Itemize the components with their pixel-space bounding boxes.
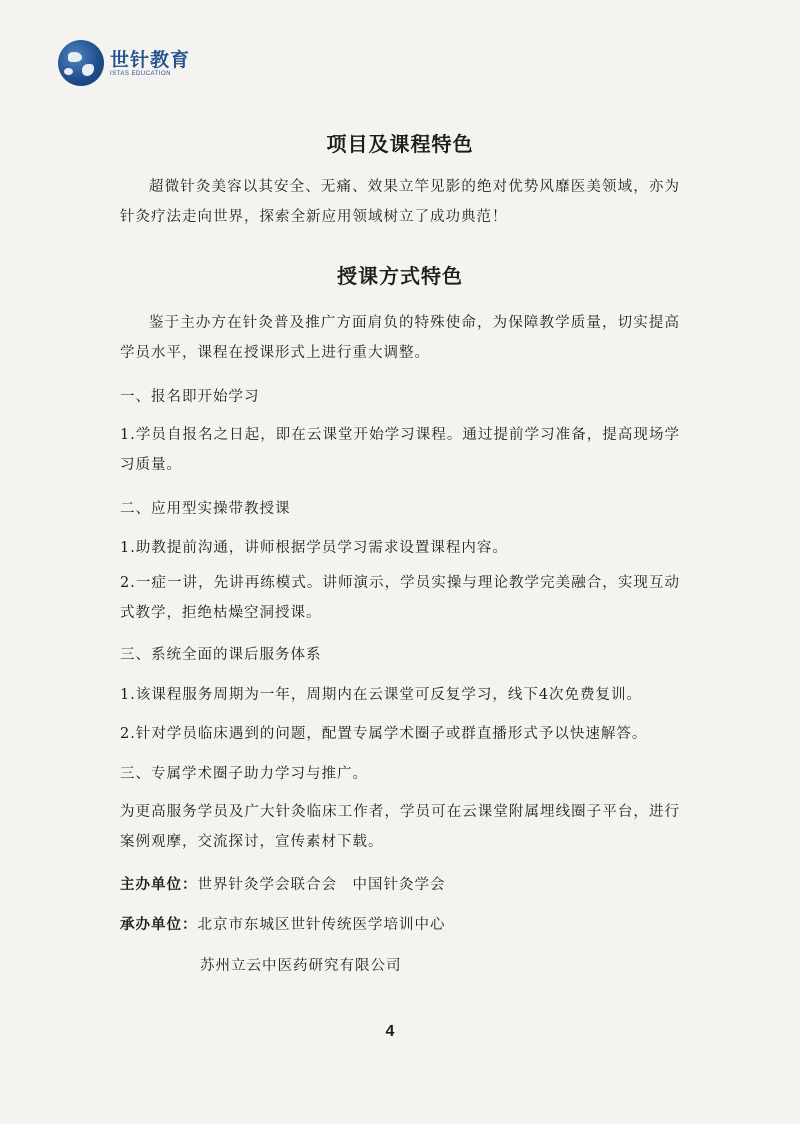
section1-title: 项目及课程特色	[326, 132, 474, 156]
logo	[58, 40, 190, 86]
logo-text	[110, 49, 190, 77]
page-number: 4	[385, 1023, 395, 1040]
item-2-1: 1.助教提前沟通，讲师根据学员学习需求设置课程内容。	[120, 540, 508, 556]
item-2-2: 2.一症一讲，先讲再练模式。讲师演示，学员实操与理论教学完美融合，实现互动式教学，拒绝枯燥空洞授课。	[120, 575, 680, 621]
section1-paragraph: 超微针灸美容以其安全、无痛、效果立竿见影的绝对优势风靡医美领域，亦为针灸疗法走向世界，探索全新应用领域树立了成功典范！	[120, 179, 680, 225]
host-value: 世界针灸学会联合会 中国针灸学会	[197, 877, 446, 893]
co-row	[120, 913, 680, 937]
heading-4: 三、专属学术圈子助力学习与推广。	[120, 766, 368, 782]
co-value-1: 北京市东城区世针传统医学培训中心	[197, 917, 446, 933]
item-1-1: 1.学员自报名之日起，即在云课堂开始学习课程。通过提前学习准备，提高现场学习质量。	[120, 427, 680, 473]
co-label: 承办单位：	[120, 916, 198, 933]
co-value-2: 苏州立云中医药研究有限公司	[200, 958, 402, 974]
logo-cn: 世针教育	[110, 49, 191, 71]
item-4-1: 为更高服务学员及广大针灸临床工作者，学员可在云课堂附属埋线圈子平台，进行案例观摩，交流探讨，宣传素材下载。	[120, 804, 680, 850]
globe-icon	[58, 40, 104, 86]
item-3-2: 2.针对学员临床遇到的问题，配置专属学术圈子或群直播形式予以快速解答。	[120, 726, 648, 742]
heading-1: 一、报名即开始学习	[120, 389, 260, 405]
host-row	[120, 873, 680, 897]
host-label: 主办单位：	[120, 876, 198, 893]
section2-intro: 鉴于主办方在针灸普及推广方面肩负的特殊使命，为保障教学质量，切实提高学员水平，课程在授课形式上进行重大调整。	[120, 315, 680, 361]
heading-2: 二、应用型实操带教授课	[120, 501, 291, 517]
section2-title: 授课方式特色	[337, 264, 463, 288]
logo-en: ISTAS EDUCATION	[110, 71, 171, 77]
item-3-1: 1.该课程服务周期为一年，周期内在云课堂可反复学习，线下4次免费复训。	[120, 687, 643, 703]
heading-3: 三、系统全面的课后服务体系	[120, 647, 322, 663]
